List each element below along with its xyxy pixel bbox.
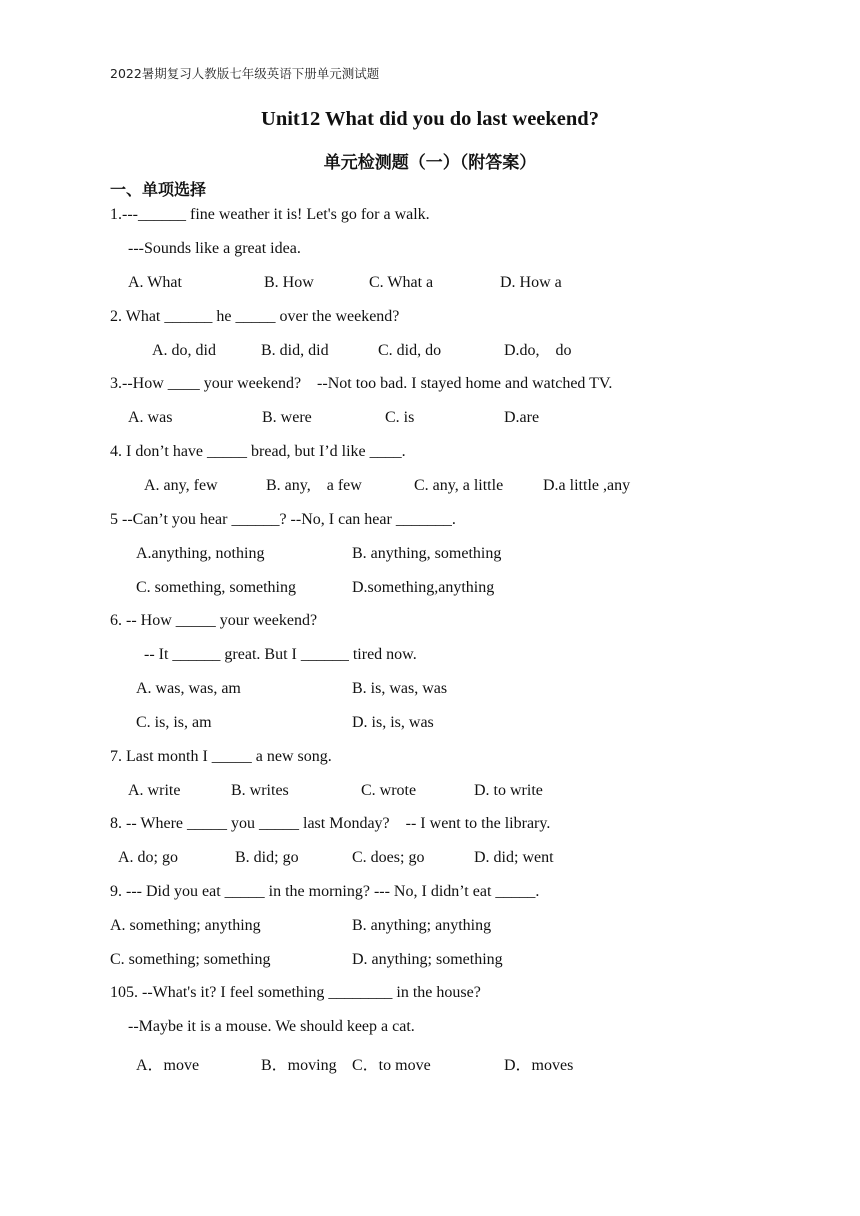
question-6-option-c: C. is, is, am: [136, 714, 212, 731]
question-8-option-b: B. did; go: [235, 849, 299, 866]
question-10-option-c: C．to move: [352, 1057, 431, 1074]
question-3-stem: 3.--How ____ your weekend? --Not too bad. I stayed home and watched TV.: [110, 375, 613, 392]
question-2-stem: 2. What ______ he _____ over the weekend?: [110, 308, 400, 325]
question-8-option-c: C. does; go: [352, 849, 425, 866]
question-7-stem: 7. Last month I _____ a new song.: [110, 748, 332, 765]
page-header: 2022暑期复习人教版七年级英语下册单元测试题: [110, 66, 380, 81]
question-5-stem: 5 --Can’t you hear ______? --No, I can hear _______.: [110, 511, 456, 528]
question-2-option-b: B. did, did: [261, 342, 329, 359]
question-7-option-d: D. to write: [474, 782, 543, 799]
question-4-option-c: C. any, a little: [414, 477, 504, 494]
question-5-option-c: C. something, something: [136, 579, 296, 596]
document-subtitle: 单元检测题（一）（附答案）: [323, 153, 537, 173]
question-3-option-a: A. was: [128, 409, 173, 426]
question-8-option-d: D. did; went: [474, 849, 554, 866]
question-6-stem: 6. -- How _____ your weekend?: [110, 612, 318, 629]
question-6-option-b: B. is, was, was: [352, 680, 448, 697]
question-7-option-a: A. write: [128, 782, 181, 799]
question-10-stem: 105. --What's it? I feel something ________ in the house?: [110, 984, 481, 1001]
question-4-option-a: A. any, few: [144, 477, 218, 494]
question-9-option-b: B. anything; anything: [352, 917, 492, 934]
document-title: Unit12 What did you do last weekend?: [261, 108, 599, 130]
question-10-line2: --Maybe it is a mouse. We should keep a cat.: [128, 1018, 415, 1035]
question-6-option-d: D. is, is, was: [352, 714, 434, 731]
question-5-option-b: B. anything, something: [352, 545, 502, 562]
question-5-option-a: A.anything, nothing: [136, 545, 265, 562]
question-6-line2: -- It ______ great. But I ______ tired now.: [144, 646, 417, 663]
question-1-line2: ---Sounds like a great idea.: [128, 240, 301, 257]
section-heading: 一、单项选择: [110, 180, 207, 199]
question-9-option-c: C. something; something: [110, 951, 271, 968]
question-10-option-b: B．moving: [261, 1057, 337, 1074]
question-4-stem: 4. I don’t have _____ bread, but I’d like ____.: [110, 443, 406, 460]
question-2-option-c: C. did, do: [378, 342, 442, 359]
question-6-option-a: A. was, was, am: [136, 680, 241, 697]
question-1-stem: 1.---______ fine weather it is! Let's go for a walk.: [110, 206, 430, 223]
question-2-option-d: D.do, do: [504, 342, 572, 359]
question-9-option-d: D. anything; something: [352, 951, 503, 968]
question-1-option-a: A. What: [128, 274, 182, 291]
question-3-option-d: D.are: [504, 409, 540, 426]
question-1-option-b: B. How: [264, 274, 314, 291]
question-10-option-d: D．moves: [504, 1057, 574, 1074]
question-7-option-c: C. wrote: [361, 782, 417, 799]
question-5-option-d: D.something,anything: [352, 579, 495, 596]
question-3-option-c: C. is: [385, 409, 415, 426]
question-8-stem: 8. -- Where _____ you _____ last Monday? -- I went to the library.: [110, 815, 551, 832]
question-4-option-d: D.a little ,any: [543, 477, 631, 494]
question-1-option-d: D. How a: [500, 274, 562, 291]
question-3-option-b: B. were: [262, 409, 312, 426]
question-10-option-a: A．move: [136, 1057, 200, 1074]
question-7-option-b: B. writes: [231, 782, 289, 799]
question-9-option-a: A. something; anything: [110, 917, 261, 934]
question-1-option-c: C. What a: [369, 274, 434, 291]
question-8-option-a: A. do; go: [118, 849, 178, 866]
question-4-option-b: B. any, a few: [266, 477, 362, 494]
question-2-option-a: A. do, did: [152, 342, 216, 359]
question-9-stem: 9. --- Did you eat _____ in the morning? --- No, I didn’t eat _____.: [110, 883, 540, 900]
